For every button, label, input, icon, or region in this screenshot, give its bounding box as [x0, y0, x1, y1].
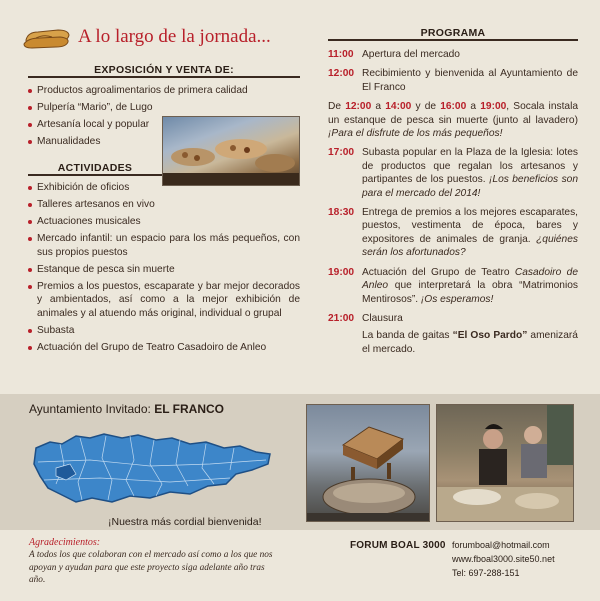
- org-phone: Tel: 697-288-151: [452, 568, 520, 578]
- list-item: Exhibición de oficios: [28, 181, 300, 195]
- program-event: 19:00 Actuación del Grupo de Teatro Casadoiro de Anleo que interpretará la obra “Matrimonios Mentirosos”. ¡Os esperamos!: [328, 266, 578, 305]
- org-email: forumboal@hotmail.com: [452, 540, 550, 550]
- welcome-text: ¡Nuestra más cordial bienvenida!: [108, 516, 262, 528]
- thanks-title: Agradecimientos:: [29, 537, 101, 548]
- horreo-sculpture-photo: [306, 404, 430, 522]
- list-item: Pulpería “Mario”, de Lugo: [28, 101, 300, 115]
- list-item: Productos agroalimentarios de primera calidad: [28, 84, 300, 98]
- program-event: 17:00 Subasta popular en la Plaza de la Iglesia: lotes de productos que regalan los artesanos y partipantes de los puestos. ¡Los beneficios son para el mercado del 2014!: [328, 147, 578, 199]
- programa-heading: PROGRAMA: [328, 27, 578, 41]
- list-item: Premios a los puestos, escaparate y bar mejor decorados y ambientados, así como a la mejor exhibición de animales y al atuendo más original, individual o grupal: [28, 280, 300, 321]
- list-item: Artesanía local y popular: [28, 118, 300, 132]
- org-web: www.fboal3000.site50.net: [452, 554, 555, 564]
- invitado-name: EL FRANCO: [154, 402, 224, 416]
- list-item: Mercado infantil: un espacio para los más pequeños, con sus propios puestos: [28, 232, 300, 259]
- program-event: 18:30 Entrega de premios a los mejores escaparates, puestos, vestimenta de época, bares y expositores de animales de granja. ¿quiénes serán los afortunados?: [328, 207, 578, 259]
- programa-list: [328, 48, 578, 362]
- thanks-text: A todos los que colaboran con el mercado así como a los que nos apoyan y ayudan para que este proyecto siga adelante año tras año.: [29, 550, 273, 585]
- page-title: A lo largo de la jornada...: [78, 26, 271, 47]
- asturias-map: [30, 424, 275, 506]
- actividades-heading: ACTIVIDADES: [28, 162, 162, 176]
- program-event: 12:00 Recibimiento y bienvenida al Ayuntamiento de El Franco: [328, 68, 578, 93]
- market-stall-photo: [162, 116, 300, 186]
- list-item: Talleres artesanos en vivo: [28, 198, 300, 212]
- list-item: Actuación del Grupo de Teatro Casadoiro de Anleo: [28, 341, 300, 355]
- actividades-list: [28, 181, 300, 358]
- espadrille-logo: [22, 20, 72, 50]
- program-event: De 12:00 a 14:00 y de 16:00 a 19:00, Socala instala un estanque de pesca sin muerte (junto al lavadero) ¡Para el disfrute de los más pequeños!: [328, 101, 579, 140]
- list-item: Actuaciones musicales: [28, 215, 300, 229]
- list-item: Subasta: [28, 324, 300, 338]
- program-closing: La banda de gaitas “El Oso Pardo” amenizará el mercado.: [362, 330, 578, 355]
- list-item: Estanque de pesca sin muerte: [28, 263, 300, 277]
- market-people-photo: [436, 404, 574, 522]
- program-event: 11:00 Apertura del mercado: [328, 49, 460, 60]
- list-item: Manualidades: [28, 135, 300, 149]
- exposicion-heading: EXPOSICIÓN Y VENTA DE:: [28, 64, 300, 78]
- org-name: FORUM BOAL 3000: [350, 540, 446, 551]
- invitado-label: Ayuntamiento Invitado: EL FRANCO: [29, 402, 224, 416]
- program-event: 21:00 Clausura: [328, 312, 403, 324]
